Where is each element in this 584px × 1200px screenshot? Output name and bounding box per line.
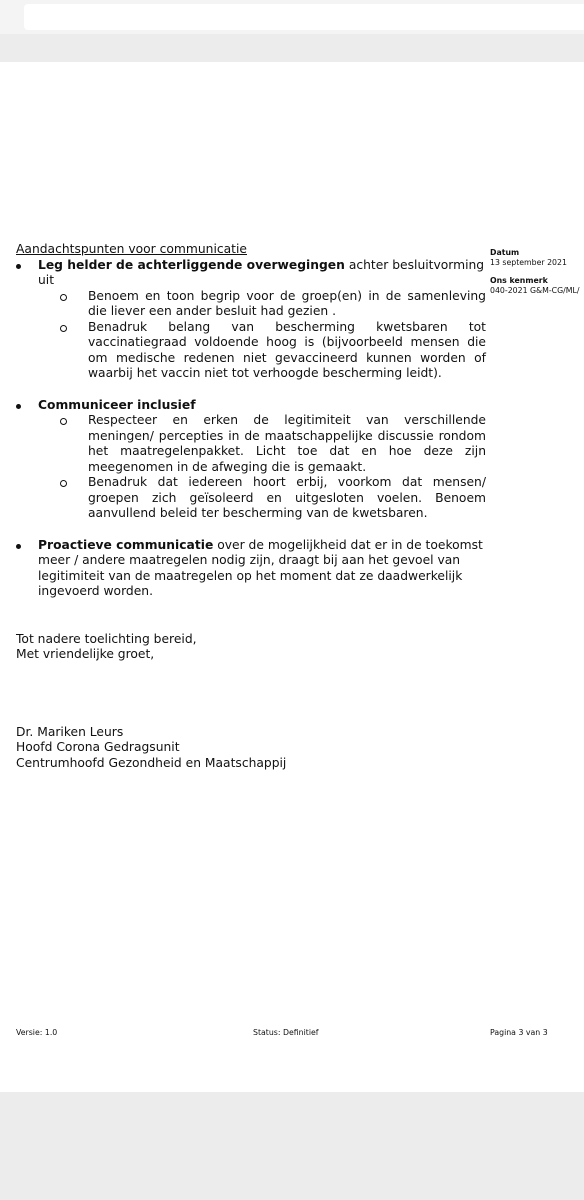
bullet-bold-text: Proactieve communicatie [38, 537, 214, 552]
closing [16, 632, 486, 663]
sub-item [38, 320, 486, 382]
sub-item [38, 475, 486, 522]
sub-item [38, 289, 486, 320]
bullet-text: achter besluitvorming uit [38, 257, 485, 287]
sub-item-text: Benadruk belang van bescherming kwetsbaren tot vaccinatiegraad voldoende hoog is (bijvoorbeeld mensen die om medische redenen niet gevaccineerd kunnen worden of waarbij het vaccin niet tot verhoogde bescherming leidt). [88, 319, 486, 380]
circle-bullet-icon [60, 480, 67, 487]
viewer-top-field [24, 4, 584, 30]
sub-item-text: Benoem en toon begrip voor de groep(en) in de samenleving die liever een ander besluit had gezien . [88, 288, 486, 318]
sub-list [38, 413, 486, 522]
signature-title: Hoofd Corona Gedragsunit [16, 740, 180, 754]
bullet-item [16, 398, 486, 522]
bullet-bold-text: Leg helder de achterliggende overwegingen [38, 257, 345, 272]
closing-line: Met vriendelijke groet, [16, 647, 155, 661]
circle-bullet-icon [60, 418, 67, 425]
bullet-list [16, 258, 486, 600]
sub-list [38, 289, 486, 382]
bullet-bold-text: Communiceer inclusief [38, 397, 196, 412]
bullet-item [16, 258, 486, 382]
signature-department: Centrumhoofd Gezondheid en Maatschappij [16, 755, 287, 770]
footer-page-number: Pagina 3 van 3 [490, 1028, 548, 1037]
date-value: 13 september 2021 [490, 258, 567, 267]
signature-name: Dr. Mariken Leurs [16, 724, 124, 739]
footer-status: Status: Definitief [253, 1028, 319, 1037]
bullet-icon [16, 404, 21, 409]
viewer-top-bar [0, 0, 584, 34]
bullet-icon [16, 264, 21, 269]
circle-bullet-icon [60, 294, 67, 301]
bullet-icon [16, 544, 21, 549]
sub-item-text: Respecteer en erken de legitimiteit van verschillende meningen/ percepties in de maatschappelijke discussie rondom het maatregelenpakket. Licht toe dat en hoe deze zijn meegenomen in de afweging die is gemaakt. [88, 413, 486, 474]
circle-bullet-icon [60, 325, 67, 332]
reference-label: Ons kenmerk [490, 276, 548, 285]
sub-item-text: Benadruk dat iedereen hoort erbij, voorkom dat mensen/ groepen zich geïsoleerd en uitgesloten voelen. Benoem aanvullend beleid ter bescherming van de kwetsbaren. [88, 475, 486, 520]
bullet-text: over de mogelijkheid dat er in de toekomst meer / andere maatregelen nodig zijn, draagt bij aan het gevoel van legitimiteit van de maatregelen op het moment dat ze daadwerkelijk ingevoerd worden. [38, 537, 483, 598]
signature-block [16, 725, 486, 772]
document-page [0, 62, 584, 1092]
sidebar-meta [490, 248, 584, 296]
letter-body [16, 242, 486, 771]
section-heading: Aandachtspunten voor communicatie [16, 242, 247, 256]
closing-line: Tot nadere toelichting bereid, [16, 631, 197, 646]
sub-item [38, 413, 486, 475]
date-label: Datum [490, 248, 520, 257]
reference-value: 040-2021 G&M-CG/ML/ [490, 286, 580, 295]
footer-version: Versie: 1.0 [16, 1028, 58, 1037]
bullet-item [16, 538, 486, 600]
